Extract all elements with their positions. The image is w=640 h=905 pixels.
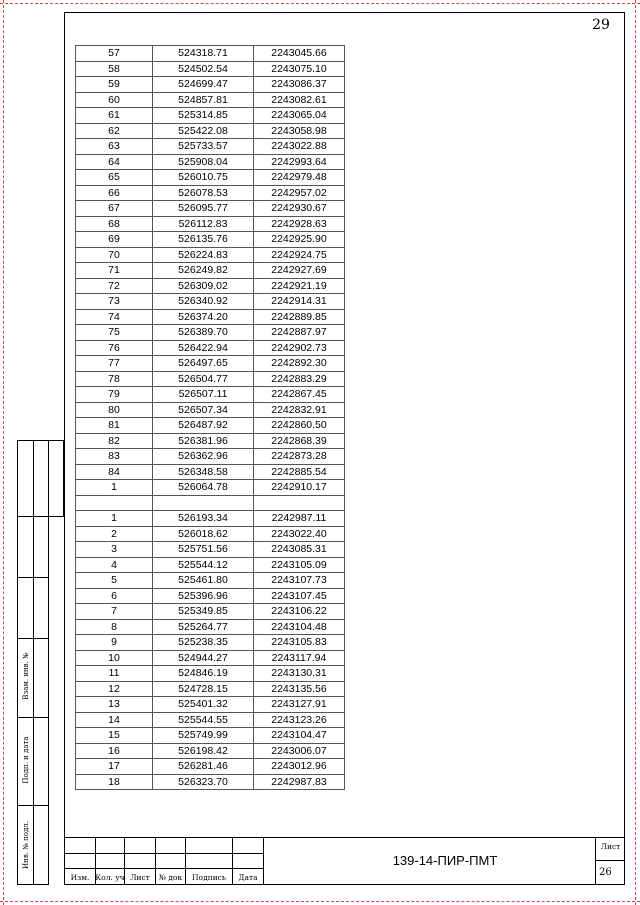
table-row — [76, 619, 345, 635]
point-number-cell: 80 — [76, 402, 153, 418]
document-code: 139-14-ПИР-ПМТ — [392, 853, 498, 868]
table-row — [76, 542, 345, 558]
point-number-cell: 2 — [76, 526, 153, 542]
y-coordinate-cell: 2242867.45 — [254, 387, 345, 403]
side-cell — [17, 440, 34, 517]
x-coordinate-cell: 525264.77 — [153, 619, 254, 635]
x-coordinate-cell: 525461.80 — [153, 573, 254, 589]
inv-orig-label: Инв. № подл. — [22, 821, 30, 869]
y-coordinate-cell: 2242873.28 — [254, 449, 345, 465]
y-coordinate-cell: 2243104.48 — [254, 619, 345, 635]
sheet-label: Лист — [600, 842, 621, 851]
x-coordinate-cell: 526078.53 — [153, 185, 254, 201]
y-coordinate-cell: 2243058.98 — [254, 123, 345, 139]
x-coordinate-cell: 525401.32 — [153, 697, 254, 713]
y-coordinate-cell: 2243105.83 — [254, 635, 345, 651]
table-row — [76, 325, 345, 341]
y-coordinate-cell: 2243086.37 — [254, 77, 345, 93]
x-coordinate-cell: 526422.94 — [153, 340, 254, 356]
point-number-cell: 67 — [76, 201, 153, 217]
table-row — [76, 418, 345, 434]
table-row — [76, 449, 345, 465]
y-coordinate-cell: 2242924.75 — [254, 247, 345, 263]
stamp-line — [64, 853, 264, 854]
y-coordinate-cell: 2242927.69 — [254, 263, 345, 279]
table-row — [76, 697, 345, 713]
point-number-cell: 61 — [76, 108, 153, 124]
point-number-cell: 16 — [76, 743, 153, 759]
y-coordinate-cell: 2242868.39 — [254, 433, 345, 449]
table-row — [76, 92, 345, 108]
point-number-cell: 69 — [76, 232, 153, 248]
point-number-cell: 79 — [76, 387, 153, 403]
x-coordinate-cell: 526309.02 — [153, 278, 254, 294]
x-coordinate-cell: 525396.96 — [153, 588, 254, 604]
table-row — [76, 774, 345, 790]
table-row — [76, 201, 345, 217]
x-coordinate-cell: 525908.04 — [153, 154, 254, 170]
y-coordinate-cell: 2242957.02 — [254, 185, 345, 201]
table-row — [76, 232, 345, 248]
side-cell — [48, 440, 64, 517]
table-row — [76, 433, 345, 449]
point-number-cell: 64 — [76, 154, 153, 170]
x-coordinate-cell: 524728.15 — [153, 681, 254, 697]
y-coordinate-cell: 2242928.63 — [254, 216, 345, 232]
table-row — [76, 681, 345, 697]
x-coordinate-cell: 526362.96 — [153, 449, 254, 465]
sheet-number: 26 — [599, 867, 612, 878]
y-coordinate-cell: 2243123.26 — [254, 712, 345, 728]
table-row — [76, 278, 345, 294]
point-number-cell: 57 — [76, 46, 153, 62]
point-number-cell: 9 — [76, 635, 153, 651]
y-coordinate-cell: 2242883.29 — [254, 371, 345, 387]
point-number-cell: 17 — [76, 759, 153, 775]
table-row — [76, 728, 345, 744]
y-coordinate-cell: 2242910.17 — [254, 480, 345, 496]
side-cell — [33, 516, 49, 578]
y-coordinate-cell: 2243107.73 — [254, 573, 345, 589]
point-number-cell: 59 — [76, 77, 153, 93]
table-row — [76, 387, 345, 403]
side-cell — [33, 805, 49, 885]
point-number-cell: 60 — [76, 92, 153, 108]
x-coordinate-cell: 526018.62 — [153, 526, 254, 542]
table-row — [76, 139, 345, 155]
table-row — [76, 247, 345, 263]
point-number-cell: 4 — [76, 557, 153, 573]
point-number-cell: 1 — [76, 511, 153, 527]
point-number-cell: 62 — [76, 123, 153, 139]
table-row — [76, 309, 345, 325]
table-row — [76, 294, 345, 310]
table-row — [76, 216, 345, 232]
y-coordinate-cell: 2242987.83 — [254, 774, 345, 790]
x-coordinate-cell: 526348.58 — [153, 464, 254, 480]
table-row — [76, 495, 345, 511]
stamp-col-label: Кол. уч — [95, 873, 125, 882]
side-stamp — [17, 440, 64, 885]
table-row — [76, 712, 345, 728]
y-coordinate-cell: 2243104.47 — [254, 728, 345, 744]
table-row — [76, 108, 345, 124]
point-number-cell: 63 — [76, 139, 153, 155]
table-row — [76, 464, 345, 480]
table-row — [76, 356, 345, 372]
cut-line-bottom — [0, 901, 640, 902]
y-coordinate-cell: 2242860.50 — [254, 418, 345, 434]
x-coordinate-cell: 525238.35 — [153, 635, 254, 651]
x-coordinate-cell: 526112.83 — [153, 216, 254, 232]
point-number-cell: 15 — [76, 728, 153, 744]
y-coordinate-cell: 2243075.10 — [254, 61, 345, 77]
x-coordinate-cell: 526323.70 — [153, 774, 254, 790]
side-cell — [33, 638, 49, 718]
y-coordinate-cell: 2243117.94 — [254, 650, 345, 666]
cut-line-top — [0, 3, 640, 4]
x-coordinate-cell: 525749.99 — [153, 728, 254, 744]
table-row — [76, 588, 345, 604]
point-number-cell: 58 — [76, 61, 153, 77]
x-coordinate-cell: 526010.75 — [153, 170, 254, 186]
point-number-cell: 84 — [76, 464, 153, 480]
y-coordinate-cell: 2242832.91 — [254, 402, 345, 418]
x-coordinate-cell — [153, 495, 254, 511]
point-number-cell: 78 — [76, 371, 153, 387]
table-row — [76, 511, 345, 527]
y-coordinate-cell: 2243082.61 — [254, 92, 345, 108]
stamp-col-label: Лист — [130, 873, 150, 882]
table-row — [76, 666, 345, 682]
x-coordinate-cell: 524318.71 — [153, 46, 254, 62]
point-number-cell: 8 — [76, 619, 153, 635]
x-coordinate-cell: 526193.34 — [153, 511, 254, 527]
side-cell — [33, 440, 49, 517]
y-coordinate-cell: 2243006.07 — [254, 743, 345, 759]
y-coordinate-cell: 2243045.66 — [254, 46, 345, 62]
y-coordinate-cell: 2242887.97 — [254, 325, 345, 341]
point-number-cell: 14 — [76, 712, 153, 728]
y-coordinate-cell: 2242987.11 — [254, 511, 345, 527]
point-number-cell: 7 — [76, 604, 153, 620]
point-number-cell: 5 — [76, 573, 153, 589]
point-number-cell: 3 — [76, 542, 153, 558]
point-number-cell: 75 — [76, 325, 153, 341]
point-number-cell: 70 — [76, 247, 153, 263]
x-coordinate-cell: 526249.82 — [153, 263, 254, 279]
table-row — [76, 340, 345, 356]
x-coordinate-cell: 524857.81 — [153, 92, 254, 108]
point-number-cell: 81 — [76, 418, 153, 434]
x-coordinate-cell: 526381.96 — [153, 433, 254, 449]
x-coordinate-cell: 526507.11 — [153, 387, 254, 403]
x-coordinate-cell: 526095.77 — [153, 201, 254, 217]
table-row — [76, 604, 345, 620]
x-coordinate-cell: 524699.47 — [153, 77, 254, 93]
point-number-cell: 83 — [76, 449, 153, 465]
y-coordinate-cell: 2242902.73 — [254, 340, 345, 356]
table-row — [76, 759, 345, 775]
point-number-cell: 82 — [76, 433, 153, 449]
sign-date-label: Подп. и дата — [22, 736, 30, 784]
x-coordinate-cell: 526064.78 — [153, 480, 254, 496]
x-coordinate-cell: 526389.70 — [153, 325, 254, 341]
x-coordinate-cell: 525733.57 — [153, 139, 254, 155]
y-coordinate-cell: 2243135.56 — [254, 681, 345, 697]
y-coordinate-cell — [254, 495, 345, 511]
table-row — [76, 263, 345, 279]
x-coordinate-cell: 526135.76 — [153, 232, 254, 248]
point-number-cell: 18 — [76, 774, 153, 790]
table-row — [76, 650, 345, 666]
y-coordinate-cell: 2242892.30 — [254, 356, 345, 372]
point-number-cell: 11 — [76, 666, 153, 682]
x-coordinate-cell: 524944.27 — [153, 650, 254, 666]
x-coordinate-cell: 525751.56 — [153, 542, 254, 558]
stamp-line — [64, 868, 264, 869]
table-row — [76, 371, 345, 387]
x-coordinate-cell: 526497.65 — [153, 356, 254, 372]
y-coordinate-cell: 2242993.64 — [254, 154, 345, 170]
y-coordinate-cell: 2242914.31 — [254, 294, 345, 310]
coordinates-table-body — [76, 46, 345, 790]
y-coordinate-cell: 2242930.67 — [254, 201, 345, 217]
table-row — [76, 402, 345, 418]
point-number-cell: 12 — [76, 681, 153, 697]
y-coordinate-cell: 2242889.85 — [254, 309, 345, 325]
x-coordinate-cell: 524846.19 — [153, 666, 254, 682]
y-coordinate-cell: 2242921.19 — [254, 278, 345, 294]
y-coordinate-cell: 2243105.09 — [254, 557, 345, 573]
point-number-cell: 73 — [76, 294, 153, 310]
point-number-cell: 65 — [76, 170, 153, 186]
point-number-cell: 76 — [76, 340, 153, 356]
table-row — [76, 480, 345, 496]
table-row — [76, 635, 345, 651]
x-coordinate-cell: 526374.20 — [153, 309, 254, 325]
x-coordinate-cell: 525544.12 — [153, 557, 254, 573]
x-coordinate-cell: 526281.46 — [153, 759, 254, 775]
point-number-cell: 13 — [76, 697, 153, 713]
table-row — [76, 154, 345, 170]
x-coordinate-cell: 525314.85 — [153, 108, 254, 124]
y-coordinate-cell: 2243107.45 — [254, 588, 345, 604]
table-row — [76, 77, 345, 93]
side-cell — [33, 717, 49, 806]
point-number-cell: 6 — [76, 588, 153, 604]
point-number-cell: 77 — [76, 356, 153, 372]
x-coordinate-cell: 526198.42 — [153, 743, 254, 759]
side-cell — [17, 577, 34, 639]
coordinates-table — [75, 45, 345, 790]
x-coordinate-cell: 526340.92 — [153, 294, 254, 310]
y-coordinate-cell: 2243106.22 — [254, 604, 345, 620]
x-coordinate-cell: 526487.92 — [153, 418, 254, 434]
table-row — [76, 185, 345, 201]
y-coordinate-cell: 2243085.31 — [254, 542, 345, 558]
x-coordinate-cell: 525544.55 — [153, 712, 254, 728]
y-coordinate-cell: 2242885.54 — [254, 464, 345, 480]
y-coordinate-cell: 2243065.04 — [254, 108, 345, 124]
y-coordinate-cell: 2243022.88 — [254, 139, 345, 155]
point-number-cell: 68 — [76, 216, 153, 232]
stamp-col-label: № док — [158, 873, 183, 882]
x-coordinate-cell: 525349.85 — [153, 604, 254, 620]
x-coordinate-cell: 526224.83 — [153, 247, 254, 263]
cut-line-right — [635, 0, 636, 905]
y-coordinate-cell: 2242979.48 — [254, 170, 345, 186]
table-row — [76, 526, 345, 542]
x-coordinate-cell: 524502.54 — [153, 61, 254, 77]
y-coordinate-cell: 2243127.91 — [254, 697, 345, 713]
point-number-cell: 10 — [76, 650, 153, 666]
table-row — [76, 46, 345, 62]
side-cell — [33, 577, 49, 639]
point-number-cell: 74 — [76, 309, 153, 325]
point-number-cell: 66 — [76, 185, 153, 201]
y-coordinate-cell: 2243012.96 — [254, 759, 345, 775]
side-cell — [17, 516, 34, 578]
table-row — [76, 557, 345, 573]
stamp-col-label: Изм. — [70, 873, 90, 882]
point-number-cell: 71 — [76, 263, 153, 279]
cut-line-left — [3, 0, 4, 905]
y-coordinate-cell: 2242925.90 — [254, 232, 345, 248]
y-coordinate-cell: 2243022.40 — [254, 526, 345, 542]
table-row — [76, 743, 345, 759]
point-number-cell: 1 — [76, 480, 153, 496]
x-coordinate-cell: 525422.08 — [153, 123, 254, 139]
page-number: 29 — [592, 17, 610, 33]
y-coordinate-cell: 2243130.31 — [254, 666, 345, 682]
table-row — [76, 170, 345, 186]
point-number-cell — [76, 495, 153, 511]
inv-replace-label: Взам. инв. № — [22, 652, 30, 700]
stamp-col-label: Подпись — [192, 873, 226, 882]
stamp-col-label: Дата — [238, 873, 258, 882]
x-coordinate-cell: 526504.77 — [153, 371, 254, 387]
x-coordinate-cell: 526507.34 — [153, 402, 254, 418]
table-row — [76, 573, 345, 589]
point-number-cell: 72 — [76, 278, 153, 294]
table-row — [76, 123, 345, 139]
table-row — [76, 61, 345, 77]
